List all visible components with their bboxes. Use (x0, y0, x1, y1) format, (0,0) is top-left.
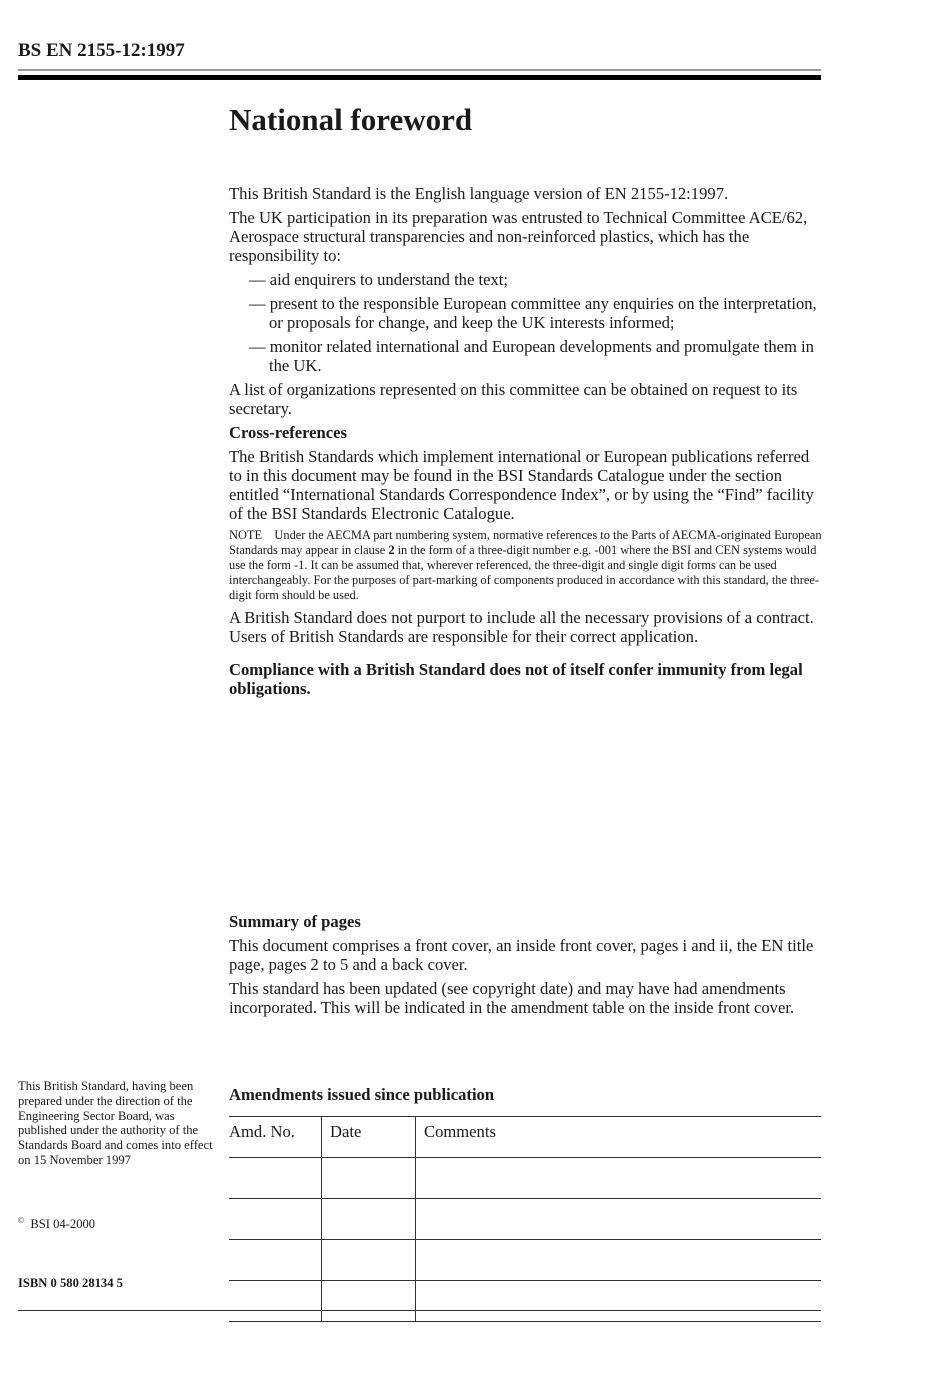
note-text: in the form of a three-digit number e.g. -001 where the BSI and CEN systems would use the form -1. It can be assumed that, wherever referenced, the three-digit and single digit forms can be used interchangeably. For the purposes of part-marking of components produced in accordance with this standard, the three-digit form should be used. (229, 543, 819, 602)
section-heading: Summary of pages (229, 912, 361, 931)
table-header-row (229, 1117, 821, 1158)
paragraph: This British Standard is the English language version of EN 2155-12:1997. (229, 184, 729, 203)
table-row (229, 1281, 821, 1322)
footer-rule (18, 1310, 821, 1311)
list-item: — present to the responsible European committee any enquiries on the interpretation, or proposals for change, and keep the UK interests informed; (249, 294, 817, 332)
paragraph: This document comprises a front cover, an inside front cover, pages i and ii, the EN title page, pages 2 to 5 and a back cover. (229, 936, 814, 974)
column-header: Comments (416, 1117, 822, 1158)
list-item: — monitor related international and European developments and promulgate them in the UK. (249, 337, 814, 375)
amendments-heading: Amendments issued since publication (229, 1085, 495, 1104)
copyright-text: BSI 04-2000 (30, 1217, 96, 1232)
header-rule-thin (18, 69, 821, 71)
paragraph: A list of organizations represented on this committee can be obtained on request to its secretary. (229, 380, 798, 418)
paragraph: The UK participation in its preparation was entrusted to Technical Committee ACE/62, Aerospace structural transparencies and non-reinforced plastics, which has the responsibility to: (229, 208, 808, 265)
column-header: Date (322, 1117, 416, 1158)
page-title: National foreword (229, 102, 473, 137)
foreword-body (229, 184, 825, 703)
list-item: — aid enquirers to understand the text; (249, 270, 508, 289)
amendments-table (229, 1116, 821, 1322)
paragraph: A British Standard does not purport to include all the necessary provisions of a contract. Users of British Standards are responsible for their correct application. (229, 608, 814, 646)
compliance-statement: Compliance with a British Standard does not of itself confer immunity from legal obligations. (229, 660, 803, 698)
isbn: ISBN 0 580 28134 5 (18, 1276, 123, 1290)
document-id: BS EN 2155-12:1997 (18, 40, 185, 61)
summary-of-pages (229, 912, 825, 1022)
paragraph: This standard has been updated (see copyright date) and may have had amendments incorporated. This will be indicated in the amendment table on the inside front cover. (229, 979, 795, 1017)
section-heading: Cross-references (229, 423, 347, 442)
publication-statement: This British Standard, having been prepared under the direction of the Engineering Sector Board, was published under the authority of the Standards Board and comes into effect on 15 November 1997 (18, 1079, 213, 1167)
header-rule-thick (18, 75, 821, 80)
copyright (18, 1214, 213, 1232)
table-row (229, 1240, 821, 1281)
column-header: Amd. No. (229, 1117, 322, 1158)
note-text: NOTE Under the AECMA part numbering system, normative references to the Parts of AECMA-originated European Standards may appear in clause (229, 528, 822, 557)
paragraph: The British Standards which implement international or European publications referred to in this document may be found in the BSI Standards Catalogue under the section entitled “International Standards Correspondence Index”, or by using the “Find” facility of the BSI Standards Electronic Catalogue. (229, 447, 814, 523)
copyright-symbol: © (18, 1216, 25, 1225)
note (229, 528, 825, 603)
clause-ref: 2 (388, 543, 395, 557)
table-row (229, 1158, 821, 1199)
table-row (229, 1199, 821, 1240)
